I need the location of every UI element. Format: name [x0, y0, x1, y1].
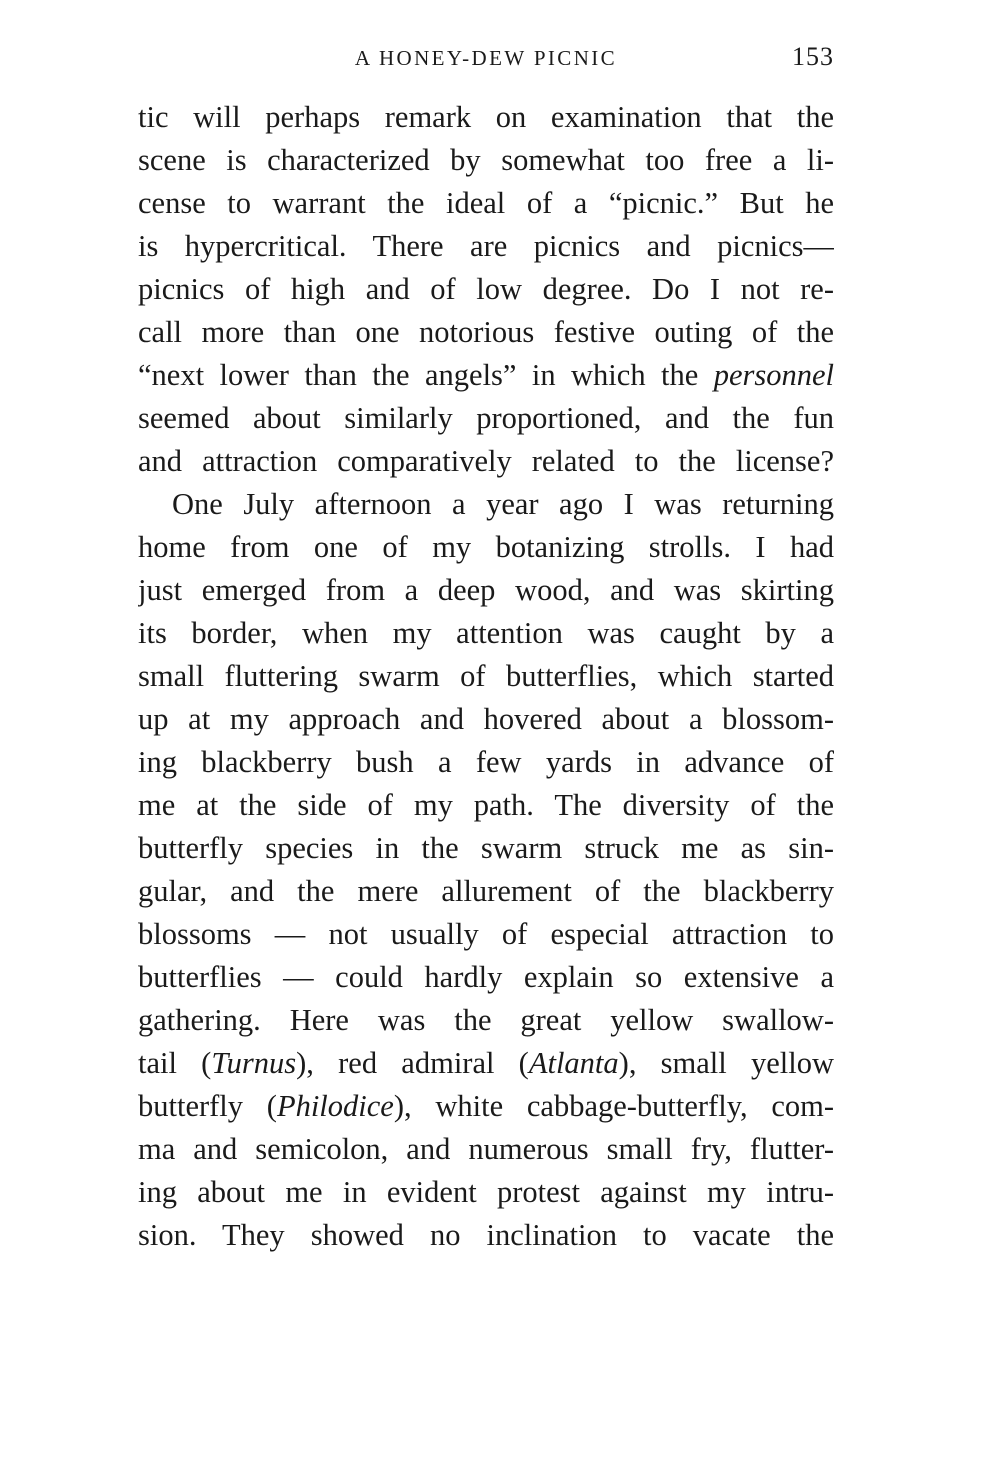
text-line: blossoms — not usually of especial attraction to — [138, 917, 834, 951]
text-line: “next lower than the angels” in which the personnel — [138, 358, 834, 392]
text-line: up at my approach and hovered about a blossom- — [138, 702, 834, 736]
running-head — [138, 42, 834, 78]
text-line: tic will perhaps remark on examination that the — [138, 100, 834, 134]
text-line: ing blackberry bush a few yards in advance of — [138, 745, 834, 779]
text-line: scene is characterized by somewhat too free a li- — [138, 143, 834, 177]
text-line: gathering. Here was the great yellow swallow- — [138, 1003, 834, 1037]
text-line: is hypercritical. There are picnics and picnics— — [138, 229, 834, 263]
text-line: small fluttering swarm of butterflies, which started — [138, 659, 834, 693]
text-line: seemed about similarly proportioned, and the fun — [138, 401, 834, 435]
text-line: butterfly species in the swarm struck me as sin- — [138, 831, 834, 865]
text-line: cense to warrant the ideal of a “picnic.” But he — [138, 186, 834, 220]
text-line: sion. They showed no inclination to vacate the — [138, 1218, 834, 1252]
running-title: A HONEY-DEW PICNIC — [354, 46, 618, 70]
text-line: ing about me in evident protest against my intru- — [138, 1175, 834, 1209]
text-line: home from one of my botanizing strolls. I had — [138, 530, 834, 564]
page-number: 153 — [792, 42, 834, 71]
text-line: call more than one notorious festive outing of the — [138, 315, 834, 349]
text-line: picnics of high and of low degree. Do I not re- — [138, 272, 834, 306]
text-line: me at the side of my path. The diversity of the — [138, 788, 834, 822]
text-line: gular, and the mere allurement of the blackberry — [138, 874, 834, 908]
text-line: just emerged from a deep wood, and was skirting — [138, 573, 834, 607]
text-line: tail (Turnus), red admiral (Atlanta), small yellow — [138, 1046, 834, 1080]
text-line: its border, when my attention was caught by a — [138, 616, 834, 650]
text-line: butterflies — could hardly explain so extensive a — [138, 960, 834, 994]
text-line: One July afternoon a year ago I was returning — [172, 487, 834, 521]
text-line: ma and semicolon, and numerous small fry, flutter- — [138, 1132, 834, 1166]
text-line: butterfly (Philodice), white cabbage-butterfly, com- — [138, 1089, 834, 1123]
body-text — [138, 96, 834, 1257]
text-line: and attraction comparatively related to the license? — [138, 444, 834, 478]
